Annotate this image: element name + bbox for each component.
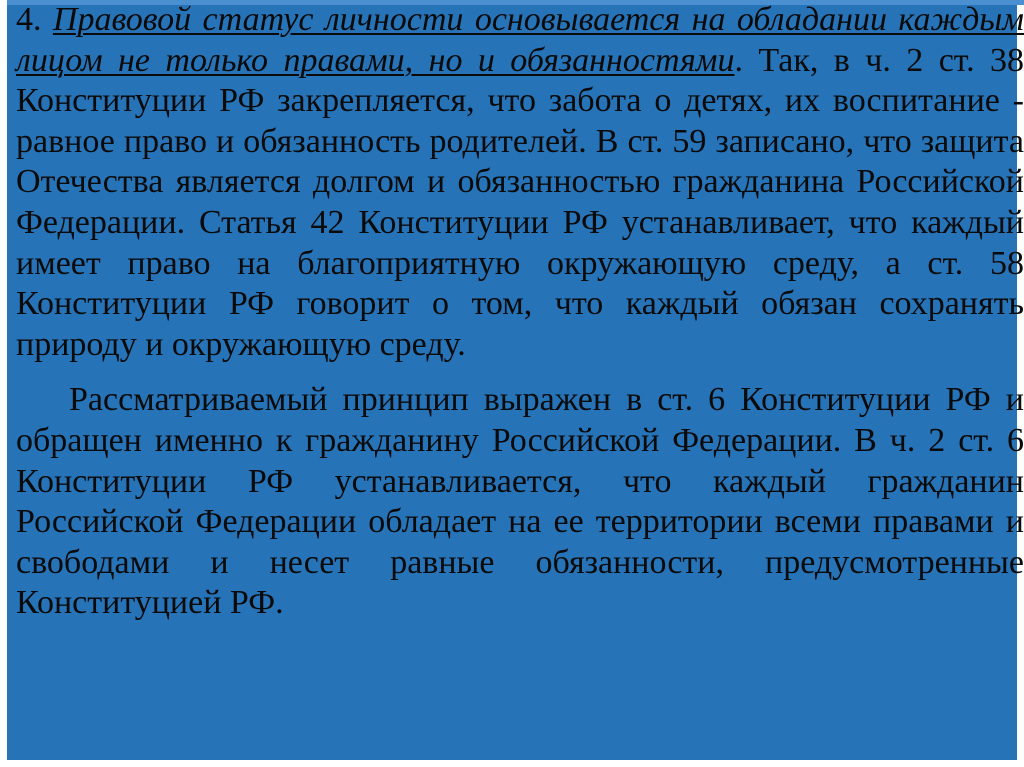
paragraph-body: . Так, в ч. 2 ст. 38 Конституции РФ закрепляется, что забота о детях, их воспитание - равное право и обязанность родителей. В ст. 59 записано, что защита Отечества является долгом и обязанностью гражданина Российской Федерации. Статья 42 Конституции РФ устанавливает, что каждый имеет право на благоприятную окружающую среду, а ст. 58 Конституции РФ говорит о том, что каждый обязан сохранять природу и окружающую среду.: [16, 41, 1024, 363]
emphasized-principle: Правовой статус личности основывается на обладании каждым лицом не только правами, но и обязанностями: [16, 1, 1024, 79]
paragraph-principle: [16, 0, 1024, 365]
slide-text: [16, 0, 1024, 624]
paragraph-article-6: Рассматриваемый принцип выражен в ст. 6 Конституции РФ и обращен именно к гражданину Российской Федерации. В ч. 2 ст. 6 Конституции РФ устанавливается, что каждый гражданин Российской Федерации обладает на ее территории всеми правами и свободами и несет равные обязанности, предусмотренные Конституцией РФ.: [16, 381, 1024, 622]
paragraph-number: 4.: [16, 1, 53, 38]
